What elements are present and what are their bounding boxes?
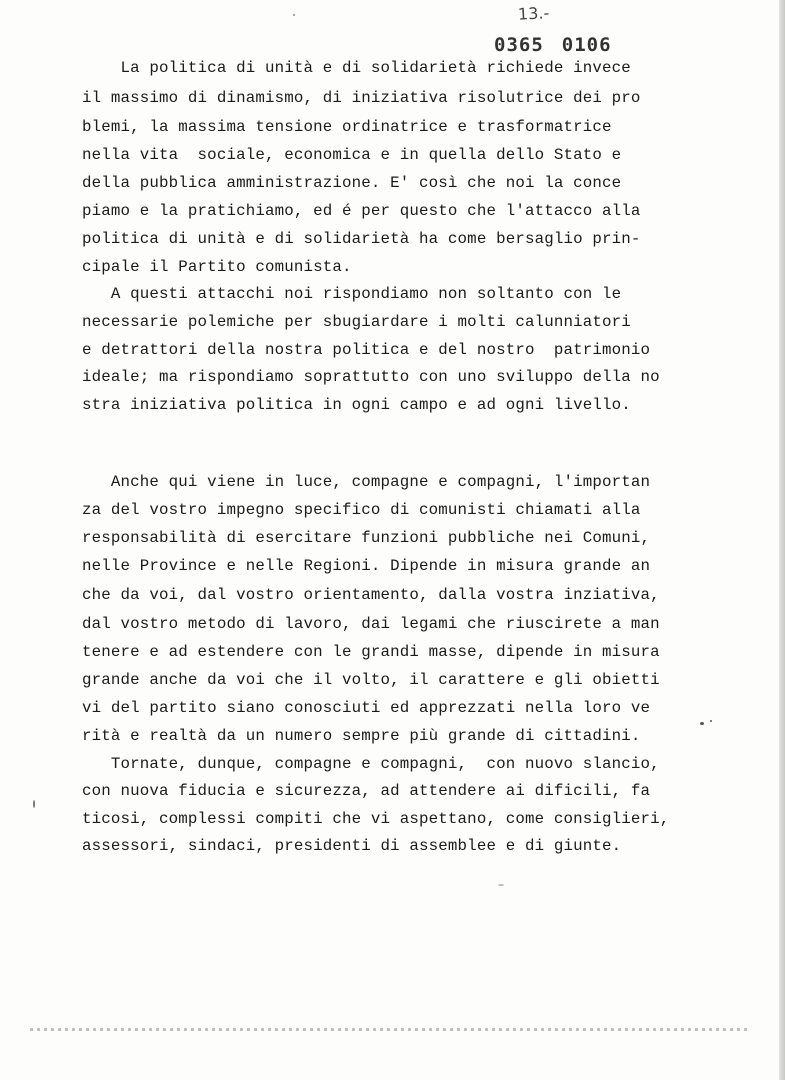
text-line: ideale; ma rispondiamo soprattutto con uno sviluppo della no — [82, 368, 660, 386]
text-line: che da voi, dal vostro orientamento, dalla vostra inziativa, — [82, 586, 660, 604]
text-line: con nuova fiducia e sicurezza, ad attendere ai dificili, fa — [82, 782, 651, 800]
page-number: 13.- — [517, 3, 550, 24]
text-line: nelle Province e nelle Regioni. Dipende in misura grande an — [82, 557, 651, 575]
text-line: della pubblica amministrazione. E' così che noi la conce — [82, 174, 622, 192]
text-line: Tornate, dunque, compagne e compagni, con nuovo slancio, — [82, 755, 660, 773]
text-line: ticosi, complessi compiti che vi aspettano, come consiglieri, — [82, 810, 670, 828]
paper-speck — [33, 800, 35, 808]
text-line: e detrattori della nostra politica e del nostro patrimonio — [82, 341, 651, 359]
text-line: cipale il Partito comunista. — [82, 258, 352, 276]
text-line: necessarie polemiche per sbugiardare i molti calunniatori — [82, 313, 631, 331]
text-line: tenere e ad estendere con le grandi masse, dipende in misura — [82, 643, 660, 661]
text-line: za del vostro impegno specifico di comunisti chiamati alla — [82, 501, 641, 519]
paper-speck — [710, 720, 712, 722]
text-line: politica di unità e di solidarietà ha come bersaglio prin- — [82, 230, 641, 248]
text-line: La politica di unità e di solidarietà richiede invece — [82, 59, 631, 77]
paper-speck — [498, 884, 504, 886]
paper-right-edge — [779, 0, 785, 1080]
archive-stamp — [494, 34, 612, 56]
text-line: vi del partito siano conosciuti ed apprezzati nella loro ve — [82, 699, 651, 717]
paper-bottom-edge — [30, 1028, 750, 1031]
archive-stamp-right: 0106 — [561, 34, 612, 56]
text-line: A questi attacchi noi rispondiamo non soltanto con le — [82, 285, 622, 303]
text-line: nella vita sociale, economica e in quella dello Stato e — [82, 146, 622, 164]
text-line: dal vostro metodo di lavoro, dai legami che riuscirete a man — [82, 615, 660, 633]
text-line: blemi, la massima tensione ordinatrice e trasformatrice — [82, 118, 612, 136]
text-line: grande anche da voi che il volto, il carattere e gli obietti — [82, 671, 660, 689]
text-line: il massimo di dinamismo, di iniziativa risolutrice dei pro — [82, 89, 641, 107]
paper-speck — [700, 722, 704, 725]
text-line: assessori, sindaci, presidenti di assemblee e di giunte. — [82, 837, 622, 855]
text-line: rità e realtà da un numero sempre più grande di cittadini. — [82, 727, 641, 745]
text-line: piamo e la pratichiamo, ed é per questo che l'attacco alla — [82, 202, 641, 220]
archive-stamp-left: 0365 — [494, 34, 544, 56]
text-line: stra iniziativa politica in ogni campo e ad ogni livello. — [82, 396, 631, 414]
paper-speck — [293, 14, 295, 16]
text-line: Anche qui viene in luce, compagne e compagni, l'importan — [82, 473, 651, 491]
text-line: responsabilità di esercitare funzioni pubbliche nei Comuni, — [82, 529, 651, 547]
